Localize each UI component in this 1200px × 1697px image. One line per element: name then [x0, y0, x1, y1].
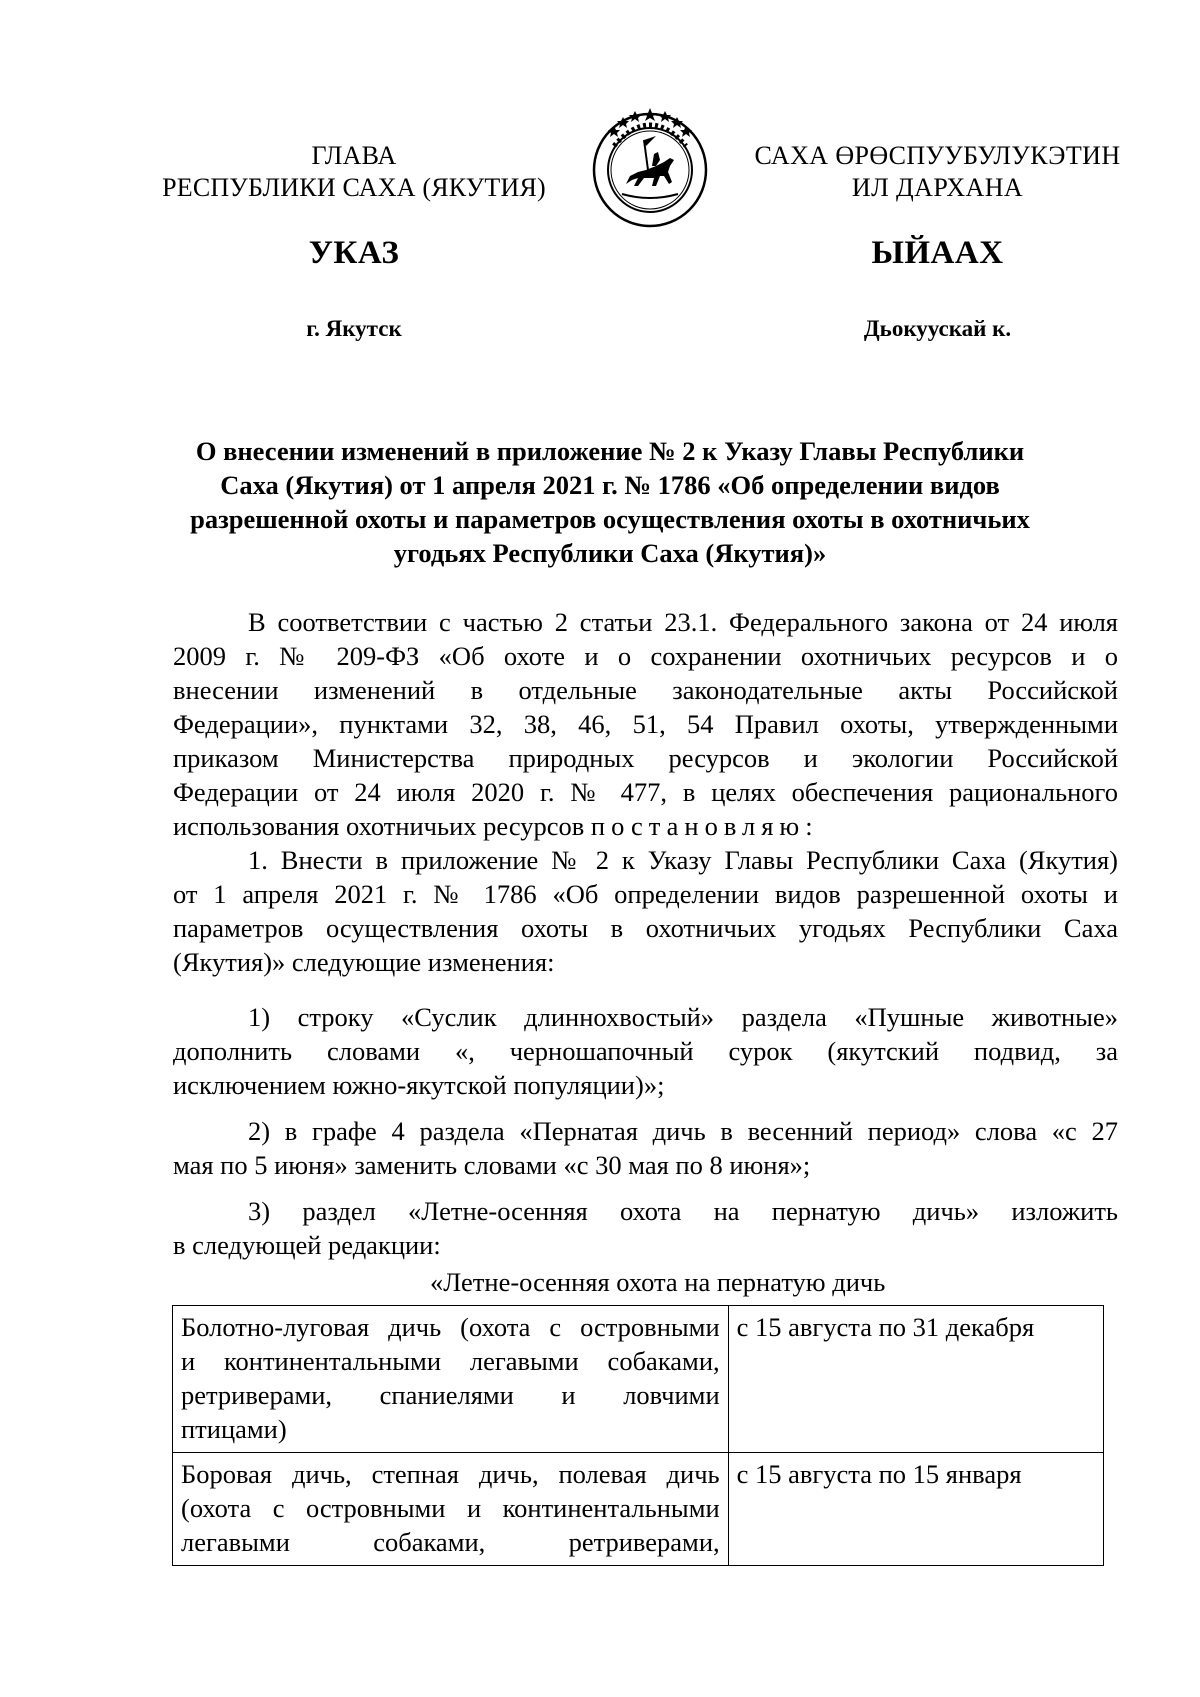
body-line: приказом Министерства природных ресурсов и экологии Российской: [173, 743, 1118, 773]
body-line: 3) раздел «Летне-осенняя охота на пернатую дичь» изложить: [248, 1196, 1118, 1226]
game-type-line: ретриверами, спаниелями и ловчими: [181, 1380, 720, 1410]
game-type-line: Болотно-луговая дичь (охота с островными: [181, 1312, 720, 1342]
body-line: мая по 5 июня» заменить словами «с 30 мая по 8 июня»;: [173, 1150, 811, 1180]
table-caption: «Летне-осенняя охота на пернатую дичь: [430, 1267, 886, 1297]
decree-title: [175, 434, 1045, 570]
decree-heading-sakha: ЫЙААХ: [871, 235, 1004, 271]
hunting-period-cell: с 15 августа по 31 декабря: [728, 1306, 1103, 1453]
body-line: 2) в графе 4 раздела «Пернатая дичь в весенний период» слова «с 27: [248, 1116, 1118, 1146]
body-line: параметров осуществления охоты в охотничьих угодьях Республики Саха: [173, 913, 1118, 943]
game-type-line: Боровая дичь, степная дичь, полевая дичь: [181, 1459, 720, 1489]
body-line-resolution: [173, 809, 1118, 843]
body-line: В соответствии с частью 2 статьи 23.1. Федерального закона от 24 июля: [248, 607, 1118, 637]
decree-heading-ru: УКАЗ: [308, 235, 400, 271]
issuer-sakha-line2: ИЛ ДАРХАНА: [851, 173, 1024, 202]
game-type-line: (охота с островными и континентальными: [181, 1493, 720, 1523]
body-line: дополнить словами «, черношапочный сурок (якутский подвид, за: [173, 1036, 1118, 1066]
title-line: угодьях Республики Саха (Якутия)»: [393, 538, 827, 568]
body-line: (Якутия)» следующие изменения:: [173, 947, 555, 977]
title-line: О внесении изменений в приложение № 2 к Указу Главы Республики: [195, 436, 1025, 466]
coat-of-arms-emblem: [590, 106, 710, 230]
issuer-sakha-line1: САХА ӨРӨСПУУБУЛУКЭТИН: [754, 141, 1121, 170]
hunting-period-cell: с 15 августа по 15 января: [728, 1453, 1103, 1566]
table-row: [173, 1453, 1104, 1566]
issuer-ru: [150, 140, 558, 204]
game-type-cell: [173, 1306, 729, 1453]
game-type-cell: [173, 1453, 729, 1566]
issuer-ru-line1: ГЛАВА: [311, 141, 397, 170]
resolve-word: постановляю:: [590, 811, 819, 841]
body-line: от 1 апреля 2021 г. № 1786 «Об определении видов разрешенной охоты и: [173, 879, 1118, 909]
body-line: 1) строку «Суслик длиннохвостый» раздела «Пушные животные»: [248, 1002, 1118, 1032]
game-type-line: и континентальными легавыми собаками,: [181, 1346, 720, 1376]
body-line: 1. Внести в приложение № 2 к Указу Главы Республики Саха (Якутия): [248, 845, 1118, 875]
body-line: Федерации от 24 июля 2020 г. № 477, в целях обеспечения рационального: [173, 777, 1118, 807]
table-row: [173, 1306, 1104, 1453]
body-line: в следующей редакции:: [173, 1230, 441, 1260]
hunting-periods-table: [172, 1305, 1104, 1566]
game-type-line: легавыми собаками, ретриверами,: [181, 1527, 720, 1557]
city-ru: г. Якутск: [306, 316, 402, 341]
body-line: исключением южно-якутской популяции)»;: [173, 1070, 665, 1100]
body-line: 2009 г. № 209-ФЗ «Об охоте и о сохранении охотничьих ресурсов и о: [173, 641, 1118, 671]
city-sakha: Дьокуускай к.: [863, 316, 1012, 341]
issuer-sakha: [750, 140, 1125, 204]
issuer-ru-line2: РЕСПУБЛИКИ САХА (ЯКУТИЯ): [162, 173, 546, 202]
title-line: Саха (Якутия) от 1 апреля 2021 г. № 1786 «Об определении видов: [220, 470, 1000, 500]
game-type-line: птицами): [181, 1414, 287, 1444]
coat-of-arms-icon: [590, 106, 710, 230]
title-line: разрешенной охоты и параметров осуществления охоты в охотничьих: [190, 504, 1030, 534]
body-line: Федерации», пунктами 32, 38, 46, 51, 54 Правил охоты, утвержденными: [173, 709, 1118, 739]
body-line: внесении изменений в отдельные законодательные акты Российской: [173, 675, 1118, 705]
body-line-text: использования охотничьих ресурсов: [173, 811, 585, 841]
